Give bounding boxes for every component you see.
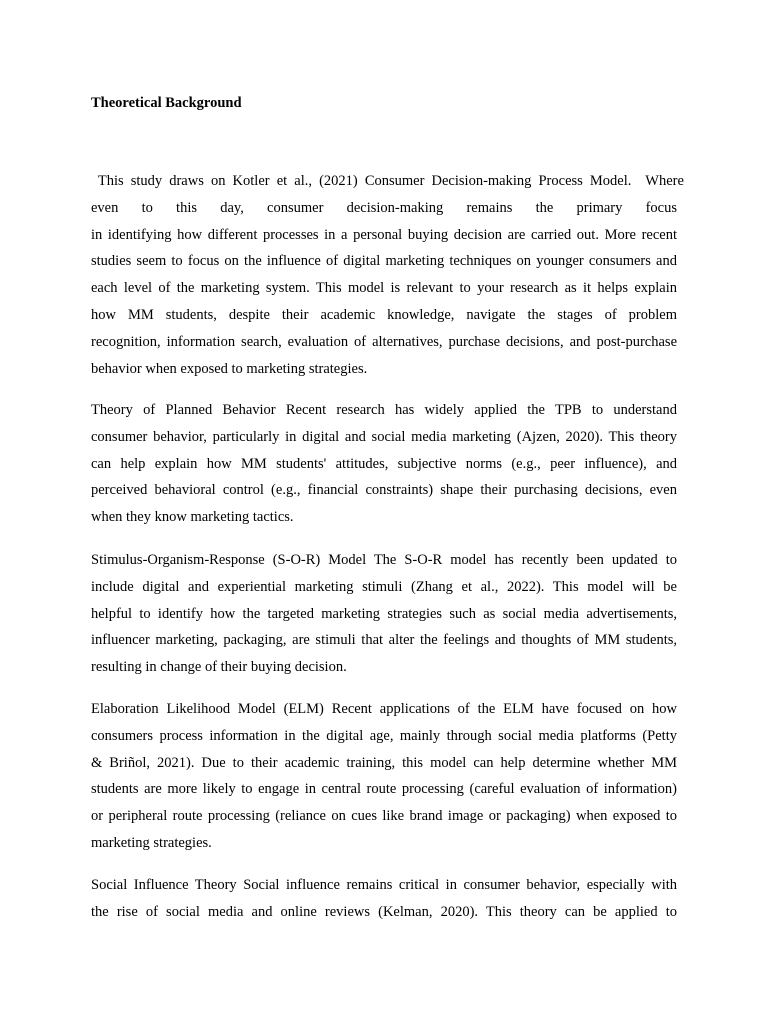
text-line: marketing strategies.	[91, 834, 212, 851]
text-line: even to this day, consumer decision-making remains the primary focus	[91, 199, 677, 216]
paragraph-social-influence	[91, 872, 677, 928]
text-line: Theory of Planned Behavior Recent research has widely applied the TPB to understand	[91, 402, 677, 418]
paragraph-consumer-decision-model	[91, 168, 684, 382]
text-line: consumer behavior, particularly in digital and social media marketing (Ajzen, 2020). This theory	[91, 428, 677, 445]
text-line: & Briñol, 2021). Due to their academic training, this model can help determine whether MM	[91, 754, 677, 771]
text-line: consumers process information in the digital age, mainly through social media platforms (Petty	[91, 727, 677, 744]
text-line: influencer marketing, packaging, are stimuli that alter the feelings and thoughts of MM students,	[91, 632, 677, 649]
paragraph-elm	[91, 696, 677, 857]
text-line: can help explain how MM students' attitudes, subjective norms (e.g., peer influence), and	[91, 455, 677, 472]
text-line: behavior when exposed to marketing strategies.	[91, 360, 368, 377]
paragraph-planned-behavior	[91, 397, 677, 531]
text-line: each level of the marketing system. This model is relevant to your research as it helps explain	[91, 280, 677, 297]
text-line: when they know marketing tactics.	[91, 509, 294, 526]
text-line: studies seem to focus on the influence of digital marketing techniques on younger consumers and	[91, 253, 677, 270]
section-heading: Theoretical Background	[91, 95, 242, 111]
paragraph-sor-model	[91, 547, 677, 681]
text-line: Elaboration Likelihood Model (ELM) Recent applications of the ELM have focused on how	[91, 701, 677, 717]
text-line: This study draws on Kotler et al., (2021) Consumer Decision-making Process Model. Where	[91, 173, 684, 189]
text-line: recognition, information search, evaluation of alternatives, purchase decisions, and post-purchase	[91, 333, 677, 350]
text-line: or peripheral route processing (reliance on cues like brand image or packaging) when exposed to	[91, 808, 677, 825]
text-line: Social Influence Theory Social influence remains critical in consumer behavior, especially with	[91, 877, 677, 893]
text-line: Stimulus-Organism-Response (S-O-R) Model The S-O-R model has recently been updated to	[91, 552, 677, 568]
text-line: resulting in change of their buying decision.	[91, 659, 347, 676]
text-line: the rise of social media and online reviews (Kelman, 2020). This theory can be applied to	[91, 903, 677, 920]
text-line: perceived behavioral control (e.g., financial constraints) shape their purchasing decisions, even	[91, 482, 677, 499]
text-line: helpful to identify how the targeted marketing strategies such as social media advertisements,	[91, 605, 677, 622]
text-line: in identifying how different processes in a personal buying decision are carried out. More recent	[91, 226, 677, 243]
text-line: include digital and experiential marketing stimuli (Zhang et al., 2022). This model will be	[91, 578, 677, 595]
text-line: students are more likely to engage in central route processing (careful evaluation of information)	[91, 781, 677, 798]
text-line: how MM students, despite their academic knowledge, navigate the stages of problem	[91, 306, 677, 323]
